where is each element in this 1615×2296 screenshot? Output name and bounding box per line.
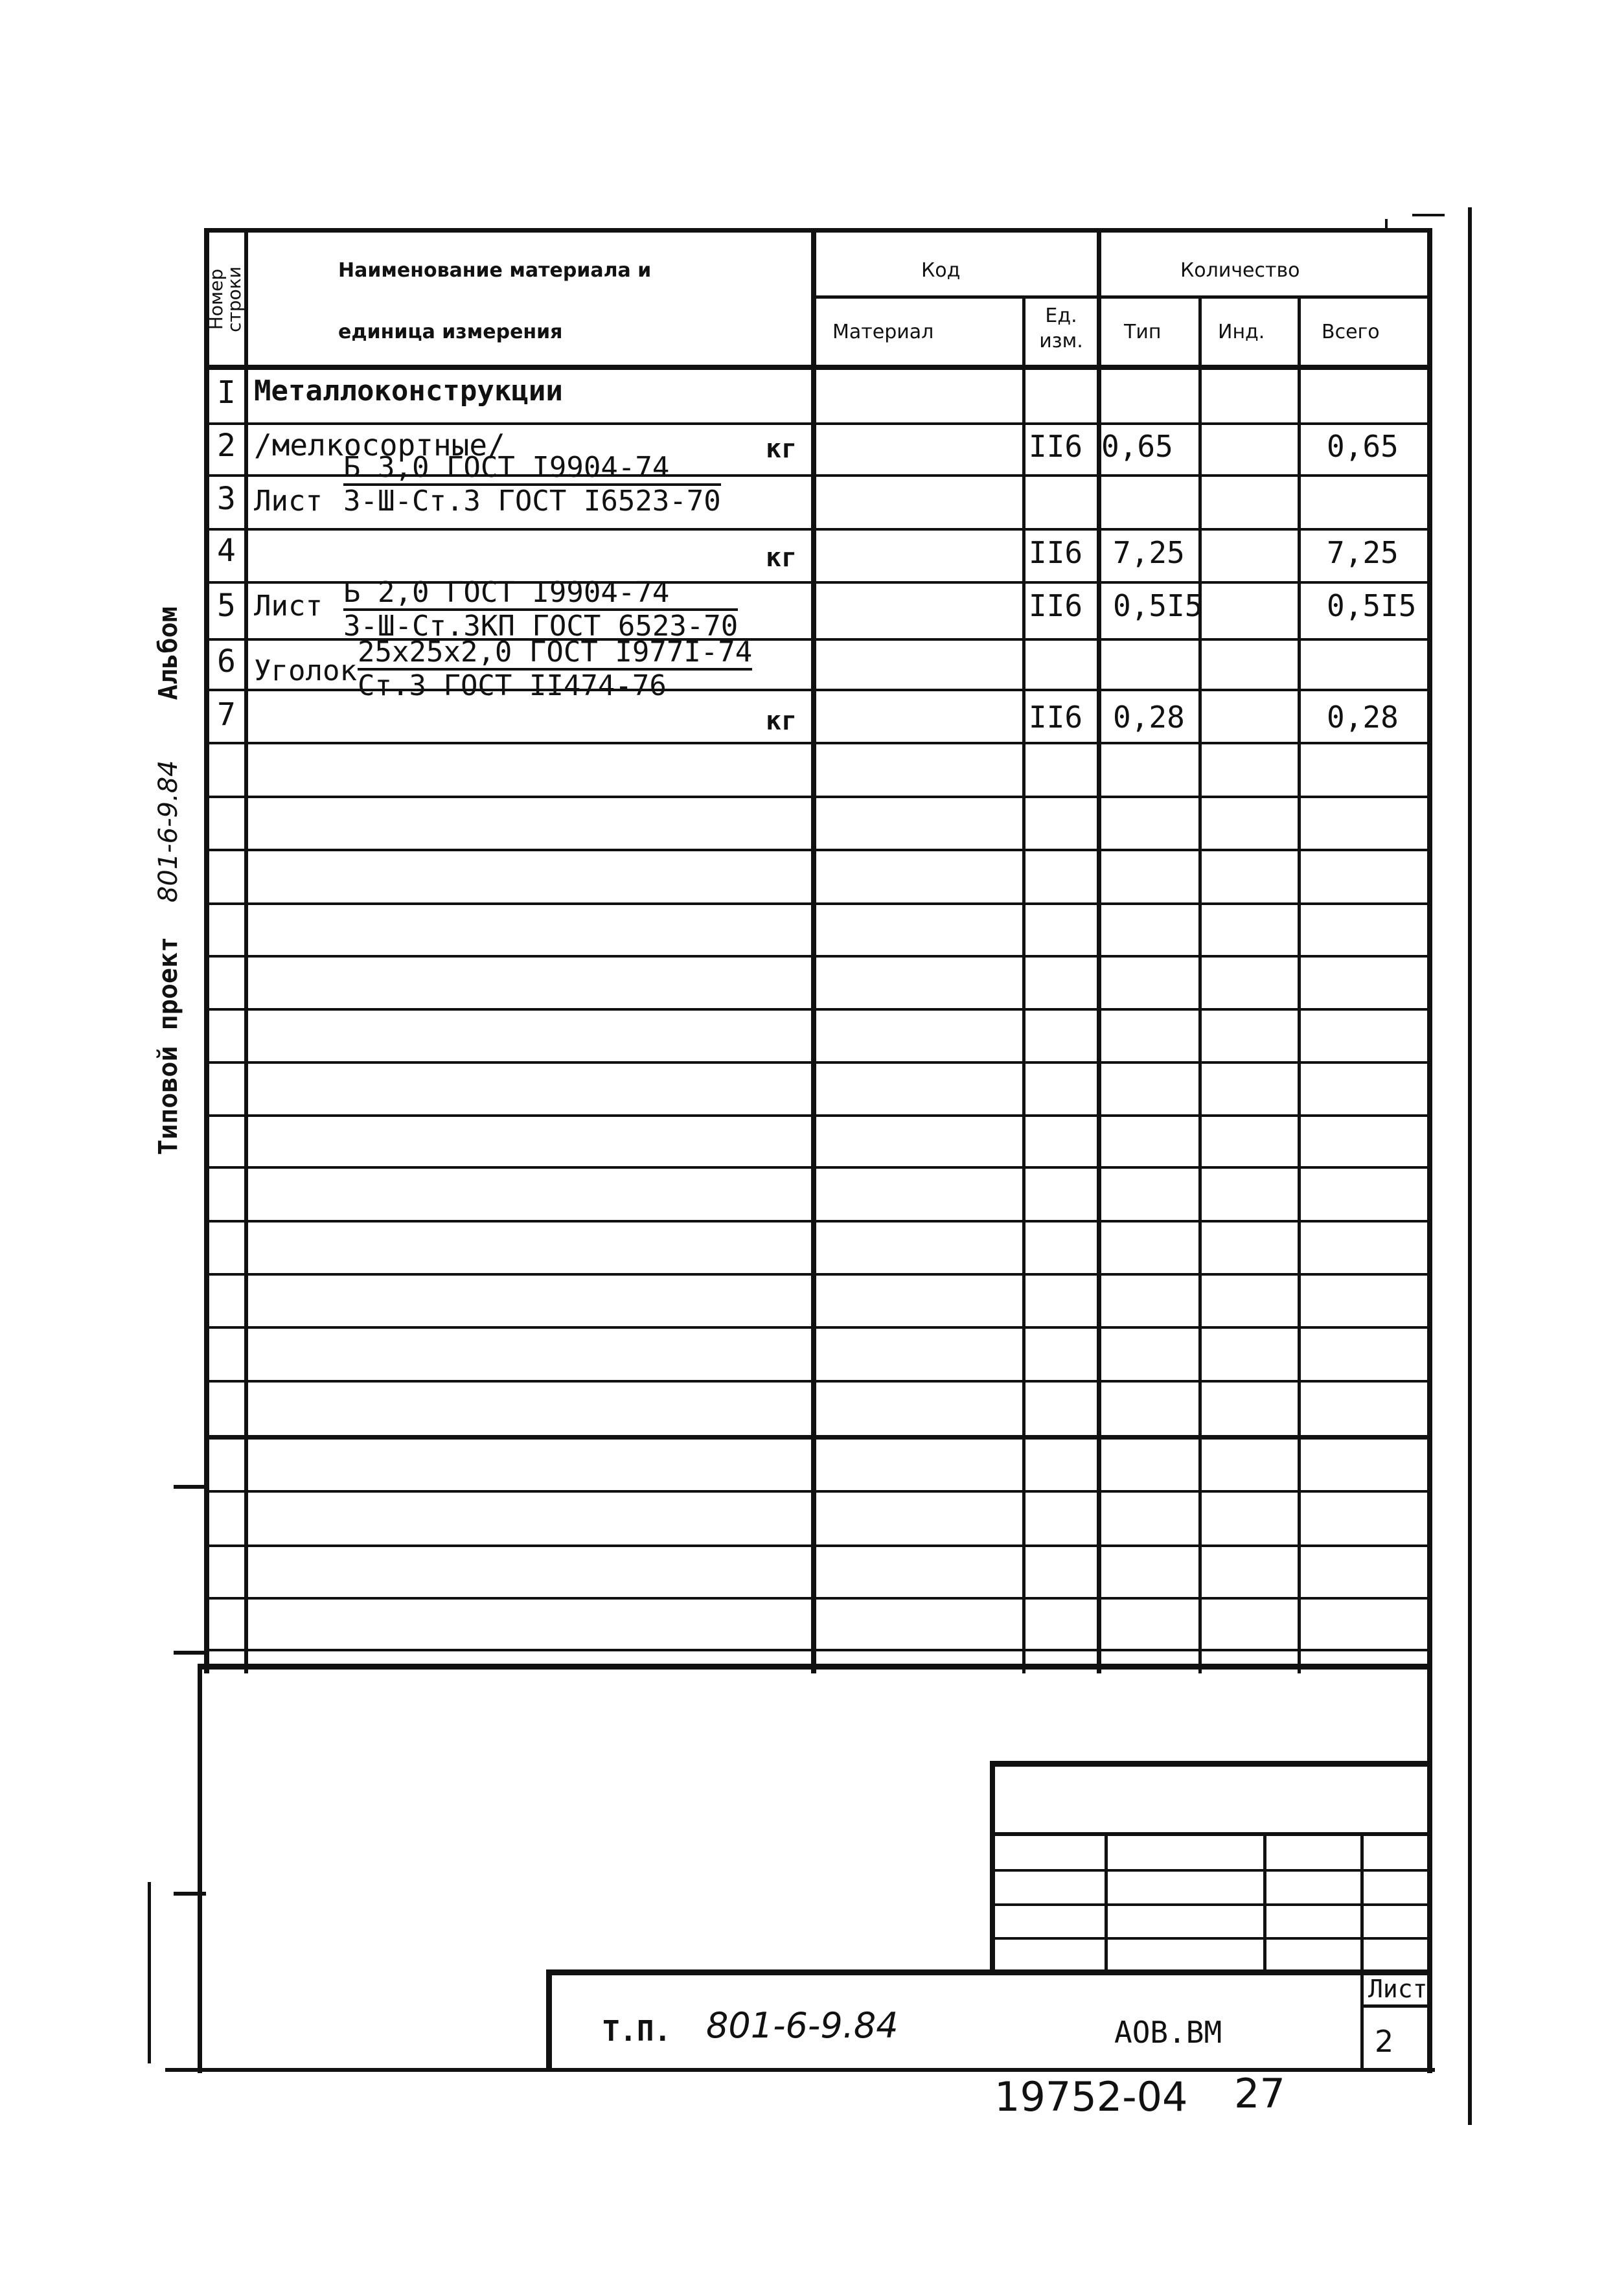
row-number: 3 [217, 481, 236, 517]
inventory-number: 19752-04 [994, 2073, 1188, 2120]
row-number: 2 [217, 428, 236, 464]
unit-code: II6 [1029, 588, 1083, 623]
row-number: 5 [217, 588, 236, 624]
type-header: Тип [1124, 321, 1162, 343]
row-number-header: Номер строки [205, 266, 245, 332]
unit-kg: кг [766, 706, 797, 736]
sheet-spec: Б 3,0 ГОСТ I9904-74 3-Ш-Ст.3 ГОСТ I6523-70 [343, 451, 721, 518]
material-name: Лист [254, 485, 323, 518]
material-name: Металлоконструкции [254, 374, 563, 408]
unit-header: Ед. изм. [1039, 304, 1083, 352]
unit-code: II6 [1029, 700, 1083, 735]
row-number: 6 [217, 643, 236, 680]
row-number: 7 [217, 696, 236, 733]
unit-kg: кг [766, 543, 797, 573]
row-number: I [217, 374, 236, 411]
material-name: Лист [254, 590, 323, 623]
total-quantity: 0,28 [1327, 700, 1399, 735]
code-header: Код [921, 259, 961, 282]
name-header-line1: Наименование материала и [338, 259, 652, 282]
page-number: 27 [1234, 2070, 1285, 2117]
total-quantity: 7,25 [1327, 535, 1399, 570]
project-number: 801-6-9.84 [706, 2005, 899, 2046]
material-header: Материал [832, 321, 934, 343]
type-quantity: 7,25 [1113, 535, 1185, 570]
unit-code: II6 [1029, 429, 1083, 464]
name-header-line2: единица измерения [338, 321, 563, 343]
sheet-number: 2 [1375, 2024, 1394, 2059]
tp-label: Т.П. [602, 2015, 671, 2048]
side-stamp-album: Альбом [154, 606, 183, 700]
unit-kg: кг [766, 434, 797, 464]
total-header: Всего [1322, 321, 1380, 343]
document-code: АОВ.ВМ [1114, 2015, 1222, 2050]
angle-spec: 25х25х2,0 ГОСТ I977I-74 Ст.3 ГОСТ II474-76 [358, 636, 753, 702]
side-stamp-number: 801-6-9.84 [154, 760, 183, 903]
quantity-header: Количество [1180, 259, 1300, 282]
row-number: 4 [217, 533, 236, 569]
material-name: Уголок [254, 654, 357, 687]
sheet-spec: Б 2,0 ГОСТ I9904-74 3-Ш-Ст.3КП ГОСТ 6523-70 [343, 576, 739, 643]
type-quantity: 0,65 [1101, 429, 1173, 464]
material-name: /мелкосортные/ [254, 428, 505, 463]
side-stamp-project: Типовой проект [154, 936, 183, 1155]
sheet-label: Лист [1368, 1975, 1428, 2003]
total-quantity: 0,65 [1327, 429, 1399, 464]
type-quantity: 0,28 [1113, 700, 1185, 735]
individual-header: Инд. [1218, 321, 1265, 343]
total-quantity: 0,5I5 [1327, 588, 1417, 623]
side-stamp [39, 389, 285, 1166]
type-quantity: 0,5I5 [1113, 588, 1203, 623]
unit-code: II6 [1029, 535, 1083, 570]
